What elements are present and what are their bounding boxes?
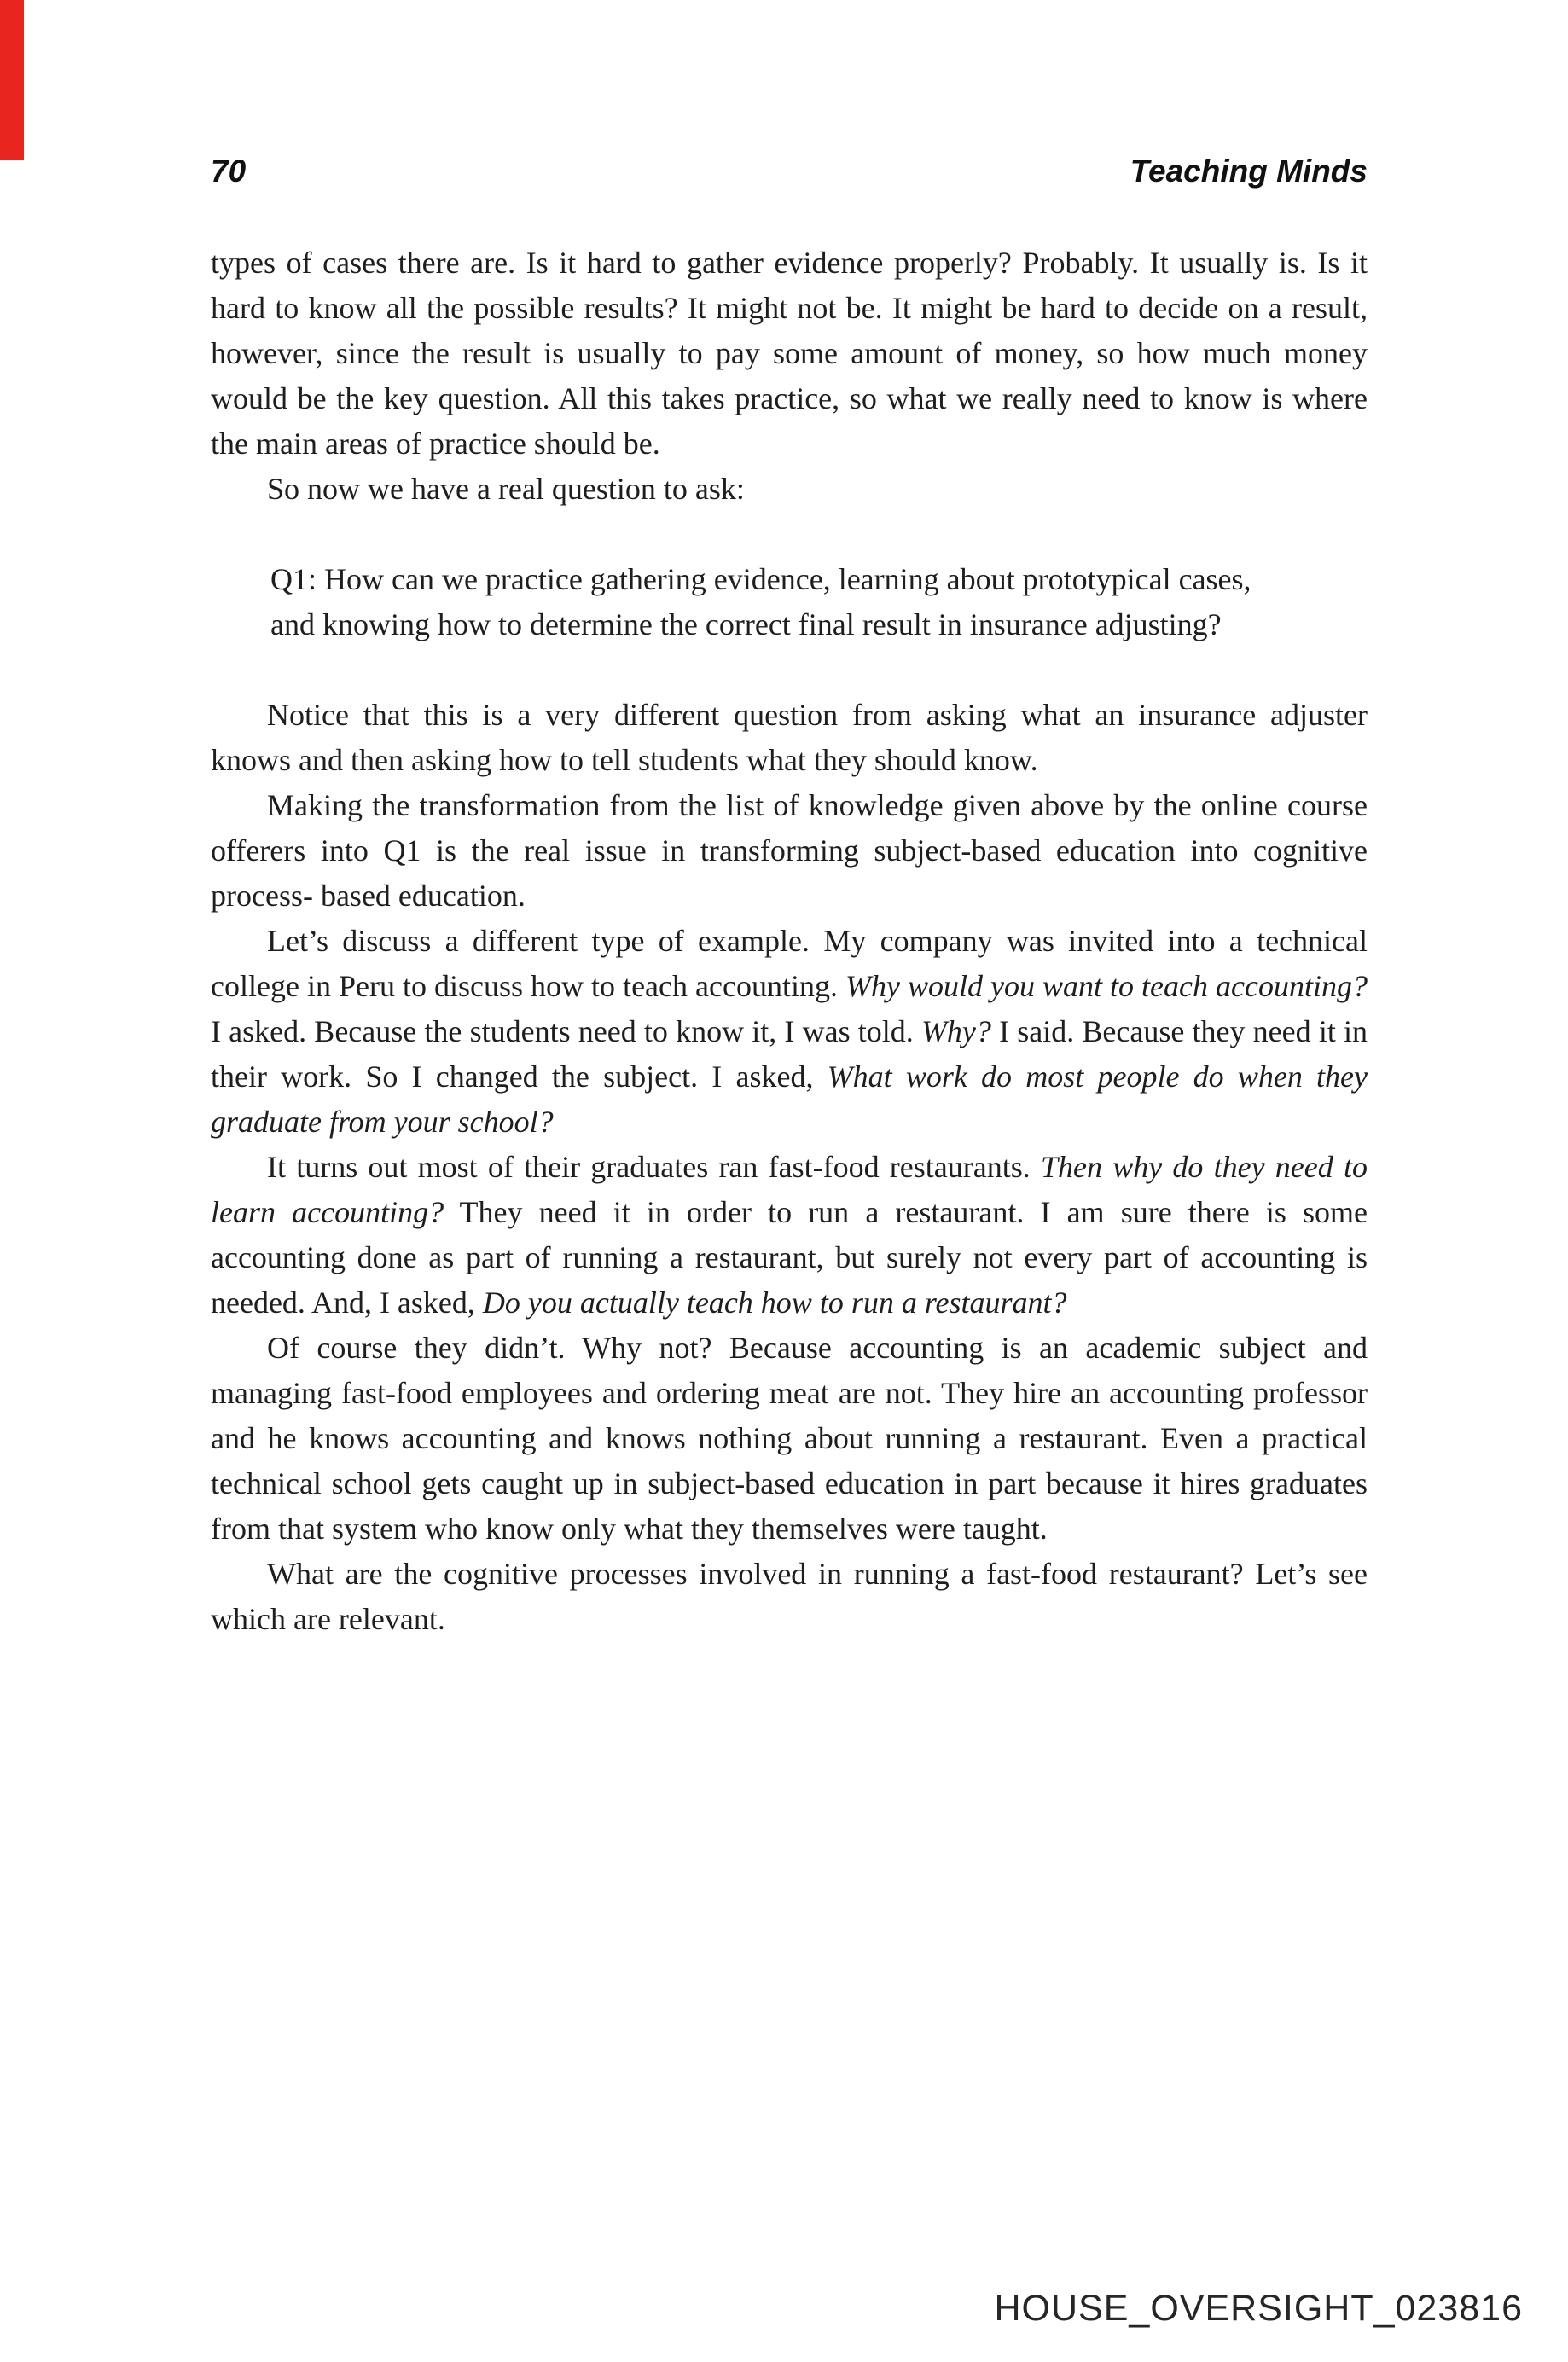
text-run: Let’s discuss a different type of example. My company was invited into a technical college in Peru to discuss how to teach accounting.: [211, 924, 1368, 1003]
text-run: They need it in order to run a restaurant. I am sure there is some accounting done as part of running a restaurant, but surely not every part of accounting is needed. And, I asked,: [211, 1195, 1368, 1320]
text-run: I said. Because they need it in their work. So I changed the subject. I asked,: [211, 1014, 1368, 1094]
text-run: types of cases there are. Is it hard to gather evidence properly? Probably. It usually is. Is it hard to know all the possible results? It might not be. It might be hard to decide on a result, however, since the result is usually to pay some amount of money, so how much money would be the key question. All this takes practice, so what we really need to know is where the main areas of practice should be.: [211, 246, 1368, 461]
paragraph: [211, 693, 1368, 783]
italic-text-run: Why?: [920, 1014, 991, 1048]
italic-text-run: Why would you want to teach accounting?: [845, 969, 1368, 1003]
text-run: Notice that this is a very different question from asking what an insurance adjuster knows and then asking how to tell students what they should know.: [211, 698, 1368, 777]
paragraph: [211, 1326, 1368, 1552]
page-header: [211, 154, 1368, 189]
paragraph: [211, 241, 1368, 467]
page-number: 70: [211, 154, 247, 189]
page-body: [211, 241, 1368, 1642]
italic-text-run: Do you actually teach how to run a restaurant?: [482, 1285, 1067, 1320]
oversight-watermark: HOUSE_OVERSIGHT_023816: [994, 2288, 1523, 2329]
running-title: Teaching Minds: [1130, 154, 1368, 189]
text-run: What are the cognitive processes involved in running a fast-food restaurant? Let’s see which are relevant.: [211, 1557, 1368, 1636]
italic-text-run: What work do most people do when they graduate from your school?: [211, 1059, 1368, 1139]
paragraph: [211, 783, 1368, 919]
text-run: So now we have a real question to ask:: [267, 472, 745, 506]
red-spine-mark: [0, 0, 24, 160]
italic-text-run: Then why do they need to learn accounting?: [211, 1150, 1368, 1229]
paragraph: [211, 467, 1368, 512]
text-run: It turns out most of their graduates ran fast-food restaurants.: [267, 1150, 1041, 1184]
paragraph: [211, 1552, 1368, 1642]
paragraph: [211, 919, 1368, 1145]
text-run: Making the transformation from the list of knowledge given above by the online course offerers into Q1 is the real issue in transforming subject-based education into cognitive process- based education.: [211, 788, 1368, 913]
text-run: Q1: How can we practice gathering evidence, learning about prototypical cases, and knowing how to determine the correct final result in insurance adjusting?: [270, 562, 1251, 641]
paragraph: [211, 1145, 1368, 1326]
text-run: Of course they didn’t. Why not? Because accounting is an academic subject and managing fast-food employees and ordering meat are not. They hire an accounting professor and he knows accounting and knows nothing about running a restaurant. Even a practical technical school gets caught up in subject-based education in part because it hires graduates from that system who know only what they themselves were taught.: [211, 1331, 1368, 1546]
text-run: I asked. Because the students need to know it, I was told.: [211, 1014, 921, 1048]
block-quote: [270, 557, 1286, 647]
